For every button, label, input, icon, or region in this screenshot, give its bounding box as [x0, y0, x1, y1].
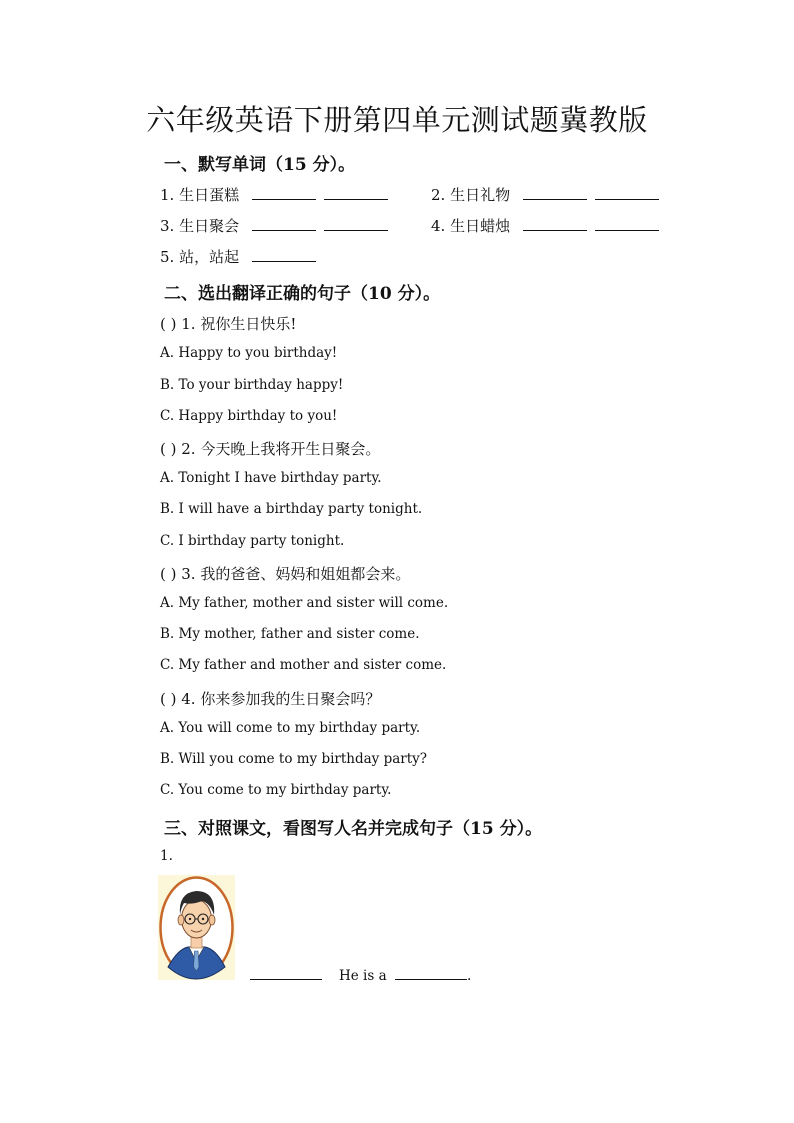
- question-3-option-b: B. My mother, father and sister come.: [160, 626, 420, 642]
- question-2-option-b: B. I will have a birthday party tonight.: [160, 501, 423, 517]
- question-3-option-a: A. My father, mother and sister will come.: [160, 595, 449, 611]
- section-3-heading: 三、对照课文，看图写人名并完成句子（15 分）。: [164, 819, 543, 839]
- question-3-stem: ( ) 3. 我的爸爸、妈妈和姐姐都会来。: [160, 565, 411, 583]
- vocab-label: 5. 站，站起: [160, 248, 240, 266]
- answer-blank[interactable]: [595, 216, 659, 231]
- section-1-heading: 一、默写单词（15 分）。: [164, 155, 356, 175]
- answer-blank[interactable]: [324, 216, 388, 231]
- vocab-label: 4. 生日蜡烛: [431, 217, 511, 235]
- sentence-suffix: .: [466, 968, 472, 984]
- question-4-option-c: C. You come to my birthday party.: [160, 782, 392, 798]
- item-number: 1.: [160, 848, 173, 864]
- answer-blank[interactable]: [252, 247, 316, 262]
- section-2-heading: 二、选出翻译正确的句子（10 分）。: [164, 284, 441, 304]
- answer-blank[interactable]: [252, 185, 316, 200]
- question-4-stem: ( ) 4. 你来参加我的生日聚会吗？: [160, 690, 381, 708]
- name-answer-line: [250, 965, 322, 984]
- page-title: 六年级英语下册第四单元测试题冀教版: [146, 103, 648, 137]
- question-3-option-c: C. My father and mother and sister come.: [160, 657, 447, 673]
- answer-blank[interactable]: [252, 216, 316, 231]
- question-4-option-b: B. Will you come to my birthday party?: [160, 751, 428, 767]
- answer-blank[interactable]: [523, 216, 587, 231]
- vocab-label: 3. 生日聚会: [160, 217, 240, 235]
- question-1-stem: ( ) 1. 祝你生日快乐!: [160, 315, 297, 333]
- teacher-portrait: [158, 875, 235, 980]
- name-blank[interactable]: [250, 965, 322, 980]
- vocab-item-2: [431, 184, 659, 205]
- occupation-blank[interactable]: [395, 965, 467, 980]
- question-2-stem: ( ) 2. 今天晚上我将开生日聚会。: [160, 440, 381, 458]
- question-4-option-a: A. You will come to my birthday party.: [160, 720, 421, 736]
- sentence-line: [339, 965, 471, 984]
- question-1-option-a: A. Happy to you birthday!: [160, 345, 338, 361]
- answer-blank[interactable]: [324, 185, 388, 200]
- vocab-item-4: [431, 215, 659, 236]
- question-1-option-c: C. Happy birthday to you!: [160, 408, 338, 424]
- question-2-option-c: C. I birthday party tonight.: [160, 533, 345, 549]
- sentence-prefix: He is a: [339, 968, 387, 984]
- vocab-item-1: [160, 184, 388, 205]
- answer-blank[interactable]: [523, 185, 587, 200]
- vocab-item-3: [160, 215, 388, 236]
- question-1-option-b: B. To your birthday happy!: [160, 377, 344, 393]
- vocab-label: 2. 生日礼物: [431, 186, 511, 204]
- answer-blank[interactable]: [595, 185, 659, 200]
- vocab-label: 1. 生日蛋糕: [160, 186, 240, 204]
- vocab-item-5: [160, 246, 316, 267]
- question-2-option-a: A. Tonight I have birthday party.: [160, 470, 382, 486]
